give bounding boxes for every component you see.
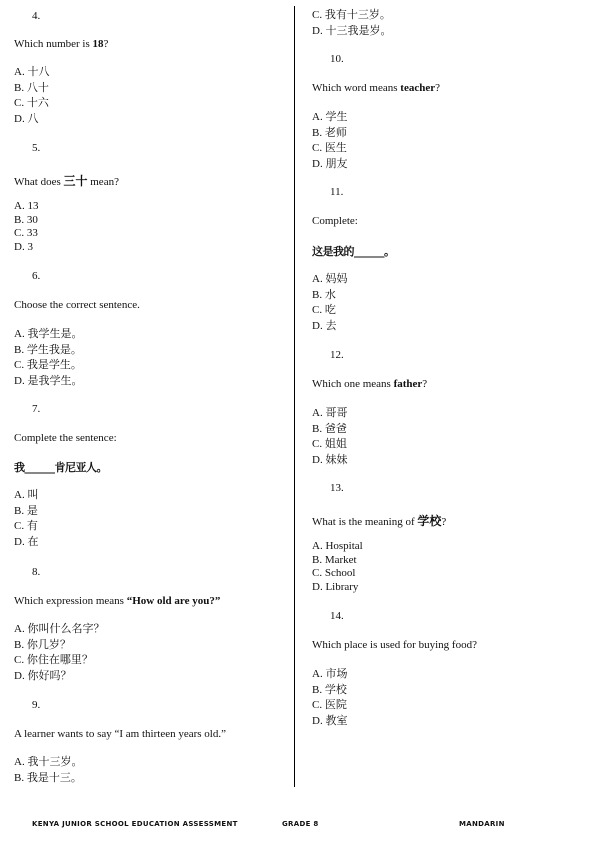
answer-options (14, 327, 82, 389)
option-b[interactable]: B. 水 (312, 288, 336, 301)
option-d[interactable]: D. 八 (14, 112, 39, 125)
option-c[interactable]: C. 医院 (312, 699, 347, 712)
question-number: 7. (32, 403, 41, 415)
answer-options (14, 65, 49, 127)
option-b[interactable]: B. 你几岁？ (14, 638, 71, 651)
option-b[interactable]: B. 我是十三。 (14, 771, 82, 784)
option-d[interactable]: D. 教室 (312, 714, 348, 727)
question-prompt: Which word means teacher? (312, 82, 440, 94)
answer-options (312, 406, 347, 468)
option-b[interactable]: B. 是 (14, 504, 38, 517)
option-b[interactable]: B. 老师 (312, 126, 347, 139)
question-prompt: Complete the sentence: (14, 432, 117, 444)
option-c[interactable]: C. 姐姐 (312, 438, 347, 451)
option-b[interactable]: B. 八十 (14, 81, 49, 94)
option-c[interactable]: C. 医生 (312, 142, 347, 155)
option-c[interactable]: C. 我有十三岁。 (312, 9, 391, 21)
footer-exam-title: KENYA JUNIOR SCHOOL EDUCATION ASSESSMENT (32, 820, 238, 828)
question-number: 10. (330, 53, 344, 65)
question-number: 9. (32, 699, 41, 711)
option-d[interactable]: D. 妹妹 (312, 453, 348, 466)
option-a[interactable]: A. Hospital (312, 540, 363, 552)
question-prompt: What is the meaning of 学校? (312, 514, 447, 528)
question-prompt: Which one means father? (312, 378, 428, 390)
column-divider (294, 6, 295, 787)
question-prompt: Complete: (312, 215, 358, 227)
answer-options (14, 488, 38, 550)
option-a[interactable]: A. 哥哥 (312, 407, 348, 419)
answer-options (14, 622, 104, 684)
question-prompt: Which place is used for buying food? (312, 639, 477, 651)
option-b[interactable]: B. 30 (14, 213, 38, 226)
option-d[interactable]: D. 在 (14, 535, 39, 548)
option-b[interactable]: B. 爸爸 (312, 422, 347, 435)
answer-options (14, 200, 38, 255)
option-d[interactable]: D. 是我学生。 (14, 374, 83, 387)
option-a[interactable]: A. 我十三岁。 (14, 756, 83, 768)
option-a[interactable]: A. 叫 (14, 489, 39, 501)
question-number: 5. (32, 142, 41, 154)
option-d[interactable]: D. 去 (312, 319, 337, 332)
question-number: 14. (330, 610, 344, 622)
option-b[interactable]: B. 学校 (312, 683, 347, 696)
option-d[interactable]: D. 3 (14, 241, 33, 254)
option-a[interactable]: A. 十八 (14, 66, 50, 78)
answer-options (312, 8, 391, 39)
footer-grade: GRADE 8 (282, 820, 319, 828)
option-a[interactable]: A. 市场 (312, 668, 348, 680)
option-b[interactable]: B. Market (312, 553, 357, 566)
question-prompt: Choose the correct sentence. (14, 299, 140, 311)
footer-subject: MANDARIN (459, 820, 505, 828)
option-a[interactable]: A. 学生 (312, 111, 348, 123)
question-number: 11. (330, 186, 344, 198)
fill-in-sentence: 我______肯尼亚人。 (14, 461, 107, 474)
option-d[interactable]: D. Library (312, 581, 359, 594)
question-prompt: Which number is 18? (14, 38, 109, 50)
option-c[interactable]: C. 你住在哪里？ (14, 654, 93, 667)
answer-options (312, 540, 363, 595)
option-a[interactable]: A. 我学生是。 (14, 328, 83, 340)
option-c[interactable]: C. 有 (14, 520, 38, 533)
option-d[interactable]: D. 你好吗？ (14, 669, 72, 682)
option-c[interactable]: C. 33 (14, 227, 38, 240)
question-number: 4. (32, 10, 41, 22)
option-d[interactable]: D. 朋友 (312, 157, 348, 170)
question-number: 8. (32, 566, 41, 578)
question-prompt: Which expression means “How old are you?” (14, 595, 221, 607)
question-prompt: A learner wants to say “I am thirteen years old.” (14, 728, 226, 740)
option-d[interactable]: D. 十三我是岁。 (312, 24, 392, 37)
option-a[interactable]: A. 妈妈 (312, 273, 348, 285)
option-a[interactable]: A. 你叫什么名字？ (14, 623, 105, 635)
option-c[interactable]: C. School (312, 567, 356, 580)
option-c[interactable]: C. 十六 (14, 97, 49, 110)
option-c[interactable]: C. 吃 (312, 304, 336, 317)
question-number: 12. (330, 349, 344, 361)
answer-options (312, 272, 347, 334)
answer-options (312, 110, 347, 172)
fill-in-sentence: 这是我的______。 (312, 245, 395, 258)
question-prompt: What does 三十 mean? (14, 174, 119, 188)
question-number: 13. (330, 482, 344, 494)
option-c[interactable]: C. 我是学生。 (14, 359, 82, 372)
answer-options (14, 755, 82, 786)
option-a[interactable]: A. 13 (14, 200, 39, 212)
option-b[interactable]: B. 学生我是。 (14, 343, 82, 356)
answer-options (312, 667, 347, 729)
question-number: 6. (32, 270, 41, 282)
